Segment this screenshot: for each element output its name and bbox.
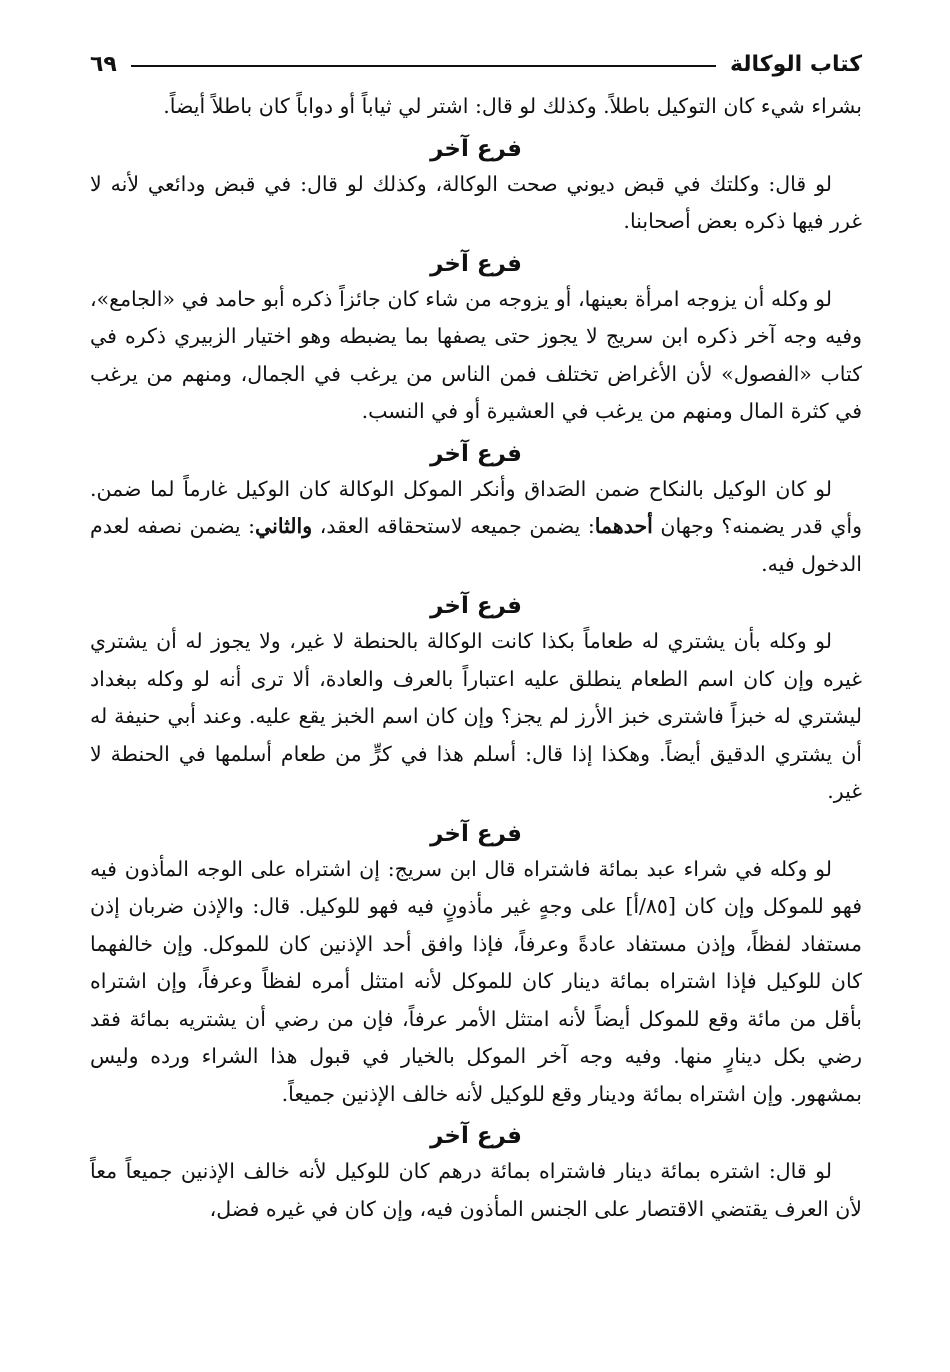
book-title: كتاب الوكالة xyxy=(729,51,862,77)
page-number: ٦٩ xyxy=(90,51,117,77)
section-title: فرع آخر xyxy=(430,440,522,467)
section-title: فرع آخر xyxy=(430,250,522,277)
paragraph-text: : يضمن نصفه لعدم الدخول فيه. xyxy=(90,514,862,576)
bold-term-second: والثاني xyxy=(255,514,313,538)
intro-paragraph: بشراء شيء كان التوكيل باطلاً. وكذلك لو قال: اشتر لي ثياباً أو دواباً كان باطلاً أيضاً. xyxy=(163,94,862,118)
section-paragraph: لو وكله في شراء عبد بمائة فاشتراه قال ابن سريج: إن اشتراه على الوجه المأذون فيه فهو للموكل وإن كان [٨٥/أ] على وجهٍ غير مأذونٍ فيه فهو للوكيل. قال: والإذن ضربان إذن مستفاد لفظاً، وإذن مستفاد عادةً وعرفاً، فإذا وافق أحد الإذنين كان للموكل. وإن خالفهما كان للوكيل فإذا اشتراه بمائة دينار كان للموكل لأنه امتثل أمره لفظاً وعرفاً، وإن اشتراه بأقل من مائة وقع للموكل أيضاً لأنه امتثل الأمر عرفاً، فإن من رضي أن يشتريه بمائة فقد رضي بكل دينارٍ منها. وفيه وجه آخر الموكل بالخيار في قبول هذا الشراء ورده وليس بمشهور. وإن اشتراه بمائة ودينار وقع للوكيل لأنه خالف الإذنين جميعاً. xyxy=(90,856,862,1106)
section-paragraph: لو قال: اشتره بمائة دينار فاشتراه بمائة درهم كان للوكيل لأنه خالف الإذنين جميعاً معاً لأن العرف يقتضي الاقتصار على الجنس المأذون فيه، وإن كان في غيره فضل، xyxy=(90,1159,862,1221)
section-title: فرع آخر xyxy=(430,593,522,619)
section-title: فرع آخر xyxy=(430,1123,522,1149)
page-header xyxy=(90,44,862,84)
document-page xyxy=(90,44,862,1228)
section-title: فرع آخر xyxy=(430,820,522,847)
section-paragraph: لو وكله بأن يشتري له طعاماً بكذا كانت الوكالة بالحنطة لا غير، ولا يجوز له أن يشتري غيره وإن كان اسم الطعام ينطلق عليه اعتباراً بالعرف والعادة، ألا ترى أنه لو وكله ببغداد ليشتري له خبزاً فاشترى خبز الأرز لم يجز؟ وإن كان اسم الخبز يقع عليه. وعند أبي حنيفة له أن يشتري الدقيق أيضاً. وهكذا إذا قال: أسلم هذا في كرٍّ من طعام أسلمها في الحنطة لا غير. xyxy=(90,629,862,803)
section-title: فرع آخر xyxy=(430,135,522,162)
header-rule xyxy=(131,65,716,67)
bold-term-first: أحدهما xyxy=(594,514,653,538)
paragraph-text: لو كان الوكيل بالنكاح ضمن الصَداق وأنكر الموكل الوكالة كان الوكيل غارماً لما ضمن. وأي قدر يضمنه؟ وجهان xyxy=(90,476,862,538)
paragraph-text: : يضمن جميعه لاستحقاقه العقد، xyxy=(312,514,595,538)
section-paragraph: لو وكله أن يزوجه امرأة بعينها، أو يزوجه من شاء كان جائزاً ذكره أبو حامد في «الجامع»، وفيه وجه آخر ذكره ابن سريج لا يجوز حتى يصفها بما يضبطه وهو اختيار الزبيري ذكره في كتاب «الفصول» لأن الأغراض تختلف فمن الناس من يرغب في الجمال، ومنهم من يرغب في كثرة المال ومنهم من يرغب في العشيرة أو في النسب. xyxy=(90,286,862,423)
section-paragraph: لو قال: وكلتك في قبض ديوني صحت الوكالة، وكذلك لو قال: في قبض ودائعي لأنه لا غرر فيها ذكره بعض أصحابنا. xyxy=(90,171,862,233)
section-paragraph xyxy=(90,471,862,584)
